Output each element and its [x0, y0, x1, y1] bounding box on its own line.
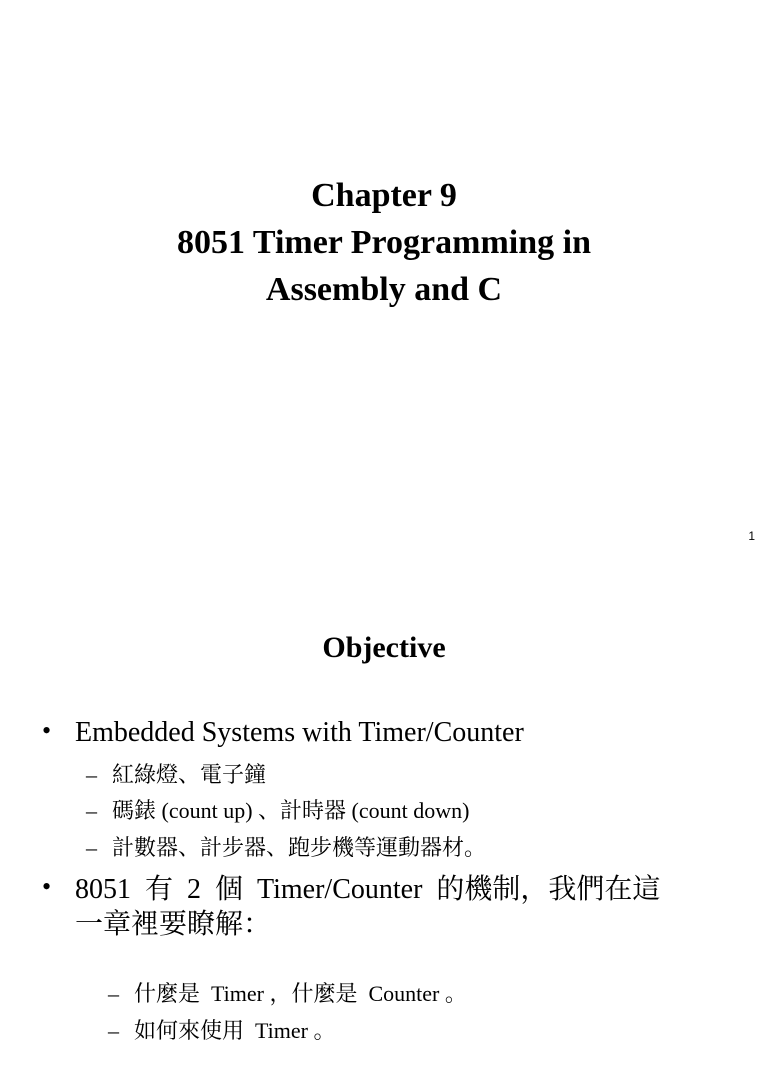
sub-bullet-text: 如何來使用 Timer 。: [134, 1018, 336, 1043]
objective-slide: [0, 576, 768, 1043]
slide-heading: Objective: [322, 631, 446, 664]
dash-marker: –: [86, 835, 97, 860]
sub-bullet-item: [86, 833, 486, 864]
title-line: Assembly and C: [265, 271, 503, 308]
sub-bullet-text: 什麼是 Timer ，什麼是 Counter 。: [134, 981, 467, 1006]
dash-marker: –: [86, 798, 97, 823]
dash-marker: –: [86, 762, 97, 787]
bullet-item-continuation: 一章裡要瞭解：: [75, 907, 272, 940]
sub-bullet-text: 碼錶 (count up) 、計時器 (count down): [112, 798, 470, 823]
bullet-item: Embedded Systems with Timer/Counter: [75, 717, 524, 748]
sub-bullet-item: [86, 986, 335, 1076]
sub-bullet-text: 紅綠燈、電子鐘: [112, 763, 267, 788]
page-number: 1: [748, 529, 755, 543]
bullet-marker: •: [42, 872, 52, 901]
sub-bullet-text: 計數器、計步器、跑步機等運動器材。: [112, 836, 487, 861]
dash-marker: –: [108, 981, 119, 1006]
sub-bullet-item: [86, 760, 266, 791]
title-line: Chapter 9: [311, 177, 457, 214]
bullet-marker: •: [42, 716, 52, 745]
bullet-item: 8051 有 2 個 Timer/Counter 的機制，我們在這: [75, 874, 661, 905]
dash-marker: –: [108, 1018, 119, 1043]
chapter-title: [0, 172, 768, 313]
title-line: 8051 Timer Programming in: [177, 224, 591, 261]
sub-bullet-item: [86, 796, 469, 826]
